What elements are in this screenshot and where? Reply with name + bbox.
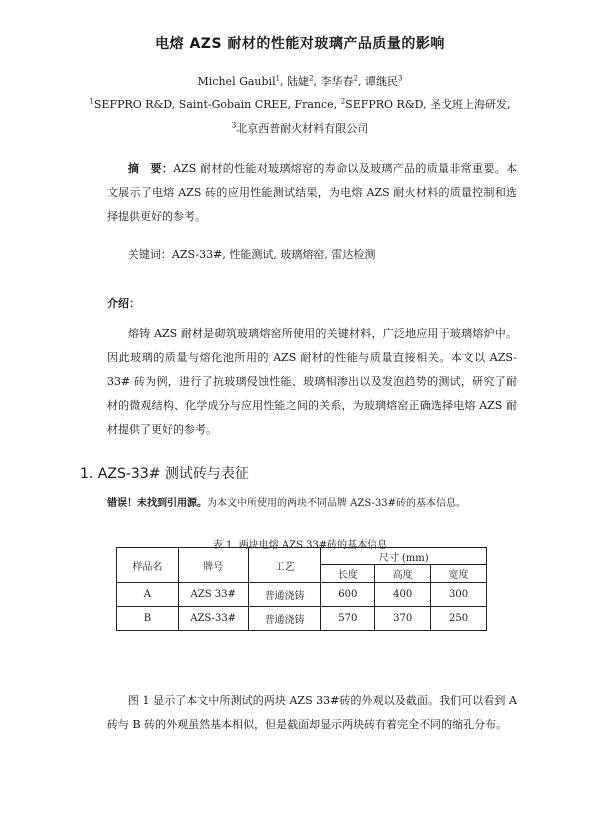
abstract-label: 摘 要： bbox=[127, 162, 174, 175]
table-row bbox=[117, 583, 487, 607]
cell-width: 250 bbox=[431, 607, 487, 631]
figure-description: 图 1 显示了本文中所测试的两块 AZS 33#砖的外观以及截面。我们可以看到 A 砖与 B 砖的外观虽然基本相似，但是截面却显示两块砖有着完全不同的缩孔分布。 bbox=[107, 694, 517, 731]
abstract bbox=[107, 157, 517, 229]
table-row bbox=[117, 607, 487, 631]
author-affil-mark: 3 bbox=[398, 74, 403, 83]
header-width: 宽度 bbox=[431, 565, 487, 583]
cell-height: 370 bbox=[375, 607, 431, 631]
affil-mark: 2 bbox=[340, 97, 346, 106]
author-affil-mark: 2 bbox=[353, 74, 358, 83]
cell-process: 普通浇铸 bbox=[248, 607, 321, 631]
table-header-row bbox=[117, 548, 487, 565]
affiliation-line-1 bbox=[0, 96, 600, 112]
header-grade: 牌号 bbox=[178, 548, 248, 583]
keywords-label: 关键词： bbox=[127, 248, 172, 261]
author-list bbox=[0, 73, 600, 89]
intro-heading: 介绍： bbox=[107, 297, 140, 310]
cell-height: 400 bbox=[375, 583, 431, 607]
author-affil-mark: 2 bbox=[309, 74, 314, 83]
cell-length: 600 bbox=[321, 583, 375, 607]
header-size-group: 尺寸 (mm) bbox=[321, 548, 487, 565]
cell-sample: A bbox=[117, 583, 179, 607]
cell-length: 570 bbox=[321, 607, 375, 631]
header-process: 工艺 bbox=[248, 548, 321, 583]
paper-title: 电熔 AZS 耐材的性能对玻璃产品质量的影响 bbox=[155, 36, 445, 52]
brick-info-table bbox=[116, 547, 487, 631]
author-name: 陆婕 bbox=[287, 75, 310, 88]
abstract-text: AZS 耐材的性能对玻璃熔窑的寿命以及玻璃产品的质量非常重要。本文展示了电熔 AZS 砖的应用性能测试结果，为电熔 AZS 耐火材料的质量控制和选择提供更好的参考。 bbox=[107, 162, 517, 223]
header-height: 高度 bbox=[375, 565, 431, 583]
cell-sample: B bbox=[117, 607, 179, 631]
reference-error-text: 为本文中所使用的两块不同品牌 AZS-33#砖的基本信息。 bbox=[207, 498, 467, 509]
author-affil-mark: 1 bbox=[275, 74, 281, 83]
header-sample: 样品名 bbox=[117, 548, 179, 583]
author-separator: , bbox=[358, 75, 365, 88]
affil-mark: 3 bbox=[231, 121, 237, 130]
section-heading: 1. AZS-33# 测试砖与表征 bbox=[80, 466, 249, 482]
keywords bbox=[107, 243, 517, 267]
affiliation-text: SEFPRO R&D, Saint-Gobain CREE, France, bbox=[93, 98, 341, 111]
author-separator: , bbox=[280, 75, 288, 88]
cell-grade: AZS 33# bbox=[178, 583, 248, 607]
affiliation-text: 北京西普耐火材料有限公司 bbox=[236, 122, 369, 135]
table-caption: 表 1. 两块电熔 AZS 33#砖的基本信息 bbox=[212, 540, 388, 551]
intro-paragraph: 熔铸 AZS 耐材是砌筑玻璃熔窑所使用的关键材料，广泛地应用于玻璃熔炉中。因此玻璃的质量与熔化池所用的 AZS 耐材的性能与质量直接相关。本文以 AZS-33# 砖为例，进行了抗玻璃侵蚀性能、玻璃相渗出以及发泡趋势的测试，研究了耐材的微观结构、化学成分与应用性能之间的关系，为玻璃熔窑正确选择电熔 AZS 耐材提供了更好的参考。 bbox=[107, 327, 517, 436]
affiliation-text: SEFPRO R&D, 圣戈班上海研发, bbox=[345, 98, 511, 111]
cell-process: 普通浇铸 bbox=[248, 583, 321, 607]
reference-error-line bbox=[107, 494, 466, 509]
author-name: 谭继民 bbox=[365, 75, 398, 88]
affil-mark: 1 bbox=[89, 97, 94, 106]
author-name: 李华春 bbox=[320, 75, 354, 88]
cell-width: 300 bbox=[431, 583, 487, 607]
cell-grade: AZS-33# bbox=[178, 607, 248, 631]
header-length: 长度 bbox=[321, 565, 375, 583]
affiliation-line-2 bbox=[0, 120, 600, 136]
keywords-text: AZS-33#, 性能测试, 玻璃熔窑, 雷达检测 bbox=[171, 248, 376, 261]
author-name: Michel Gaubil bbox=[197, 75, 276, 88]
author-separator: , bbox=[313, 75, 321, 88]
reference-error-label: 错误！未找到引用源。 bbox=[107, 498, 207, 509]
